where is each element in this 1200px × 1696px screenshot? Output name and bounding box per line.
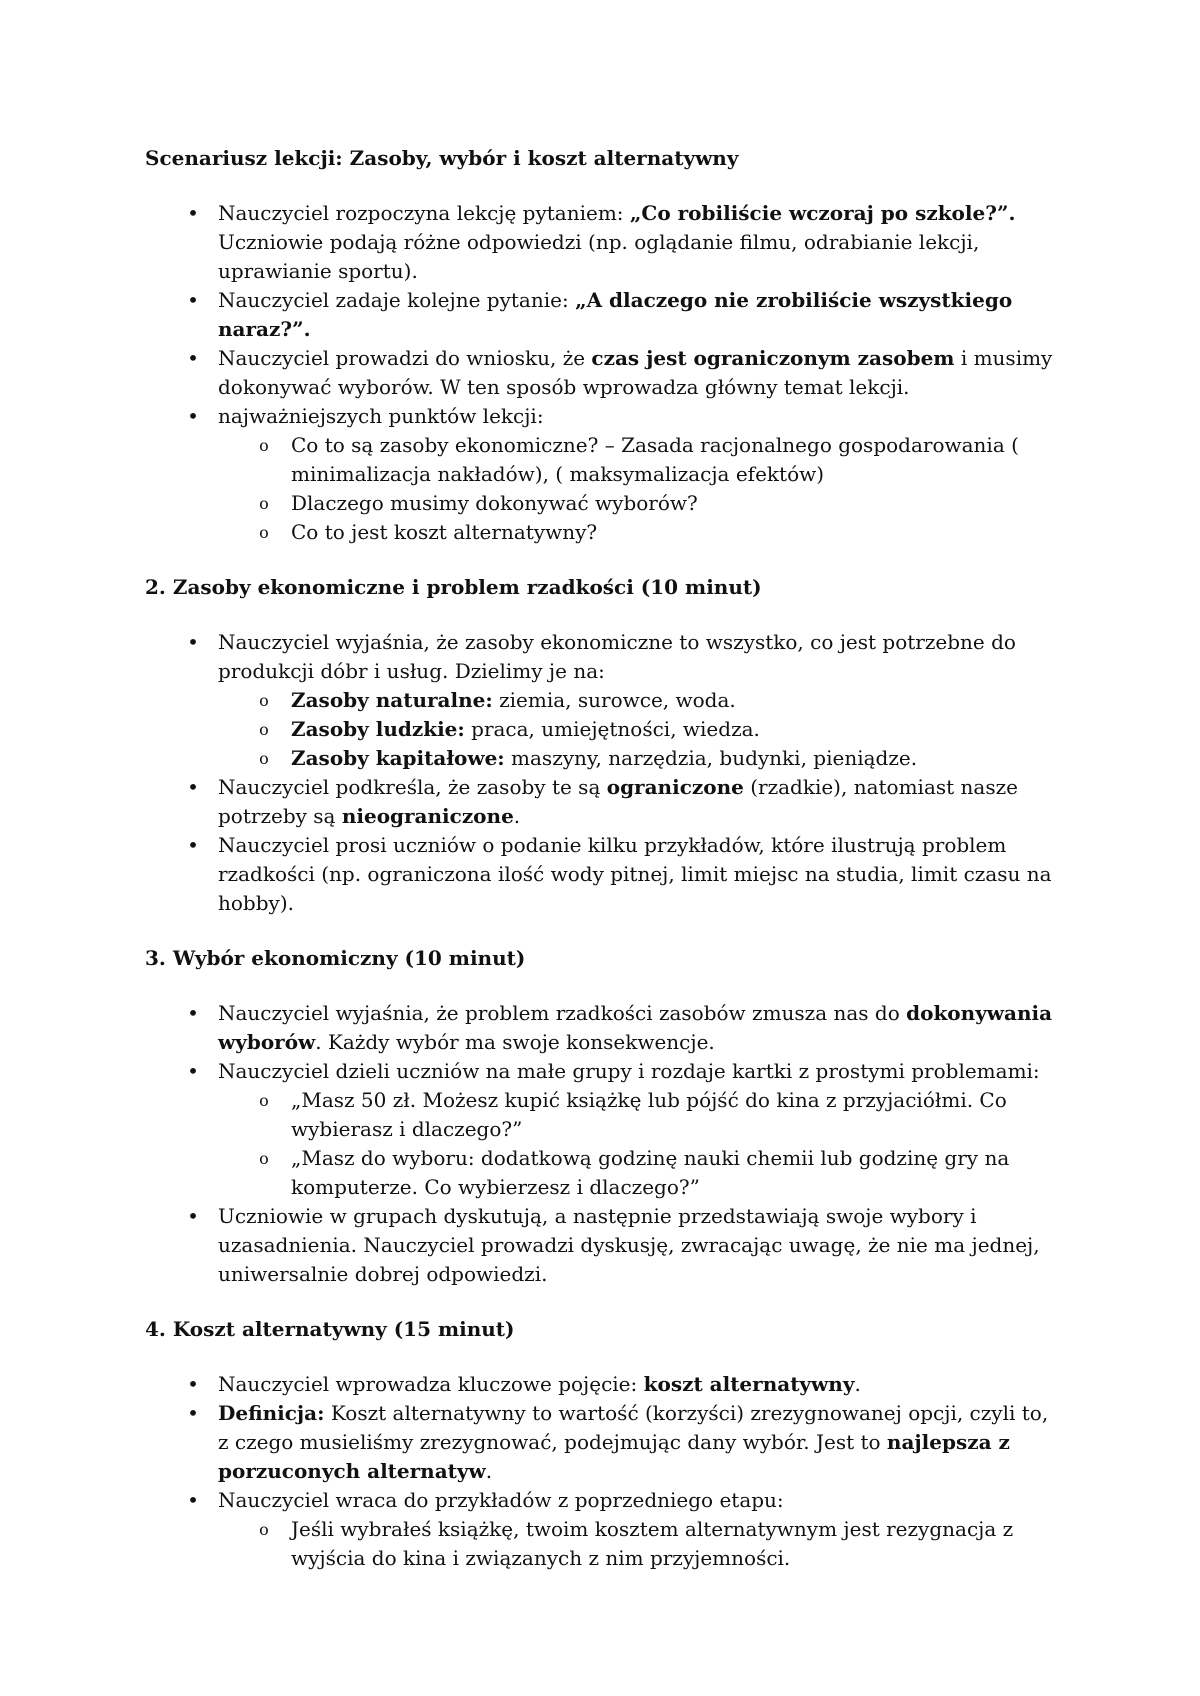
sub-list-item: o Jeśli wybrałeś książkę, twoim kosztem alternatywnym jest rezygnacja z wyjścia do kina i związanych z nim przyjemności. — [218, 1515, 1065, 1573]
list-item: • najważniejszych punktów lekcji: — [145, 402, 1065, 431]
bullet-icon: • — [187, 1488, 199, 1512]
circle-bullet-icon: o — [259, 436, 269, 455]
circle-bullet-icon: o — [259, 1091, 269, 1110]
bullet-icon: • — [187, 1372, 199, 1396]
list-item: • Nauczyciel prosi uczniów o podanie kilku przykładów, które ilustrują problem rzadkości (np. ograniczona ilość wody pitnej, limit miejsc na studia, limit czasu na hobby). — [145, 831, 1065, 918]
bullet-icon: • — [187, 288, 199, 312]
list-item: • Uczniowie w grupach dyskutują, a następnie przedstawiają swoje wybory i uzasadnienia. Nauczyciel prowadzi dyskusję, zwracając uwagę, że nie ma jednej, uniwersalnie dobrej odpowiedzi. — [145, 1202, 1065, 1289]
list-item: • Nauczyciel wraca do przykładów z poprzedniego etapu: — [145, 1486, 1065, 1515]
list-item: • Nauczyciel wyjaśnia, że problem rzadkości zasobów zmusza nas do dokonywania wyborów. Każdy wybór ma swoje konsekwencje. — [145, 999, 1065, 1057]
sub-list-item: o „Masz 50 zł. Możesz kupić książkę lub pójść do kina z przyjaciółmi. Co wybierasz i dlaczego?” — [218, 1086, 1065, 1144]
circle-bullet-icon: o — [259, 1149, 269, 1168]
bullet-icon: • — [187, 833, 199, 857]
section-3-list-cont — [145, 1202, 1065, 1289]
bullet-icon: • — [187, 1059, 199, 1083]
sub-list-item: o Zasoby ludzkie: praca, umiejętności, wiedza. — [218, 715, 1065, 744]
list-item: • Nauczyciel podkreśla, że zasoby te są ograniczone (rzadkie), natomiast nasze potrzeby są nieograniczone. — [145, 773, 1065, 831]
section-heading: 3. Wybór ekonomiczny (10 minut) — [145, 946, 526, 970]
document-content — [145, 144, 1065, 1573]
sub-list-item: o „Masz do wyboru: dodatkową godzinę nauki chemii lub godzinę gry na komputerze. Co wybierzesz i dlaczego?” — [218, 1144, 1065, 1202]
circle-bullet-icon: o — [259, 1520, 269, 1539]
list-item: • Nauczyciel wyjaśnia, że zasoby ekonomiczne to wszystko, co jest potrzebne do produkcji dóbr i usług. Dzielimy je na: — [145, 628, 1065, 686]
circle-bullet-icon: o — [259, 720, 269, 739]
sub-list-item: o Zasoby naturalne: ziemia, surowce, woda. — [218, 686, 1065, 715]
bullet-icon: • — [187, 775, 199, 799]
list-item: • Nauczyciel wprowadza kluczowe pojęcie: koszt alternatywny. — [145, 1370, 1065, 1399]
bullet-icon: • — [187, 630, 199, 654]
list-item: • Nauczyciel dzieli uczniów na małe grupy i rozdaje kartki z prostymi problemami: — [145, 1057, 1065, 1086]
list-item: • Nauczyciel prowadzi do wniosku, że czas jest ograniczonym zasobem i musimy dokonywać wyborów. W ten sposób wprowadza główny temat lekcji. — [145, 344, 1065, 402]
intro-list — [145, 199, 1065, 431]
section-3-list — [145, 999, 1065, 1086]
bullet-icon: • — [187, 201, 199, 225]
bullet-icon: • — [187, 1001, 199, 1025]
section-4-sublist — [145, 1515, 1065, 1573]
circle-bullet-icon: o — [259, 749, 269, 768]
bullet-icon: • — [187, 1204, 199, 1228]
section-2-list — [145, 628, 1065, 686]
bullet-icon: • — [187, 346, 199, 370]
circle-bullet-icon: o — [259, 523, 269, 542]
section-2-list-cont — [145, 773, 1065, 918]
list-item: • Nauczyciel rozpoczyna lekcję pytaniem: „Co robiliście wczoraj po szkole?”. Uczniowie podają różne odpowiedzi (np. oglądanie filmu, odrabianie lekcji, uprawianie sportu). — [145, 199, 1065, 286]
circle-bullet-icon: o — [259, 691, 269, 710]
section-heading: 4. Koszt alternatywny (15 minut) — [145, 1317, 515, 1341]
sub-list-item: o Co to są zasoby ekonomiczne? – Zasada racjonalnego gospodarowania ( minimalizacja nakładów), ( maksymalizacja efektów) — [218, 431, 1065, 489]
bullet-icon: • — [187, 404, 199, 428]
section-4-list — [145, 1370, 1065, 1515]
circle-bullet-icon: o — [259, 494, 269, 513]
section-2-sublist — [145, 686, 1065, 773]
document-title: Scenariusz lekcji: Zasoby, wybór i koszt alternatywny — [145, 146, 739, 170]
section-3-sublist — [145, 1086, 1065, 1202]
list-item: • Definicja: Koszt alternatywny to wartość (korzyści) zrezygnowanej opcji, czyli to, z czego musieliśmy zrezygnować, podejmując dany wybór. Jest to najlepsza z porzuconych alternatyw. — [145, 1399, 1065, 1486]
sub-list-item: o Dlaczego musimy dokonywać wyborów? — [218, 489, 1065, 518]
list-item: • Nauczyciel zadaje kolejne pytanie: „A dlaczego nie zrobiliście wszystkiego naraz?”. — [145, 286, 1065, 344]
bullet-icon: • — [187, 1401, 199, 1425]
intro-sublist — [145, 431, 1065, 547]
sub-list-item: o Co to jest koszt alternatywny? — [218, 518, 1065, 547]
section-heading: 2. Zasoby ekonomiczne i problem rzadkości (10 minut) — [145, 575, 762, 599]
sub-list-item: o Zasoby kapitałowe: maszyny, narzędzia, budynki, pieniądze. — [218, 744, 1065, 773]
